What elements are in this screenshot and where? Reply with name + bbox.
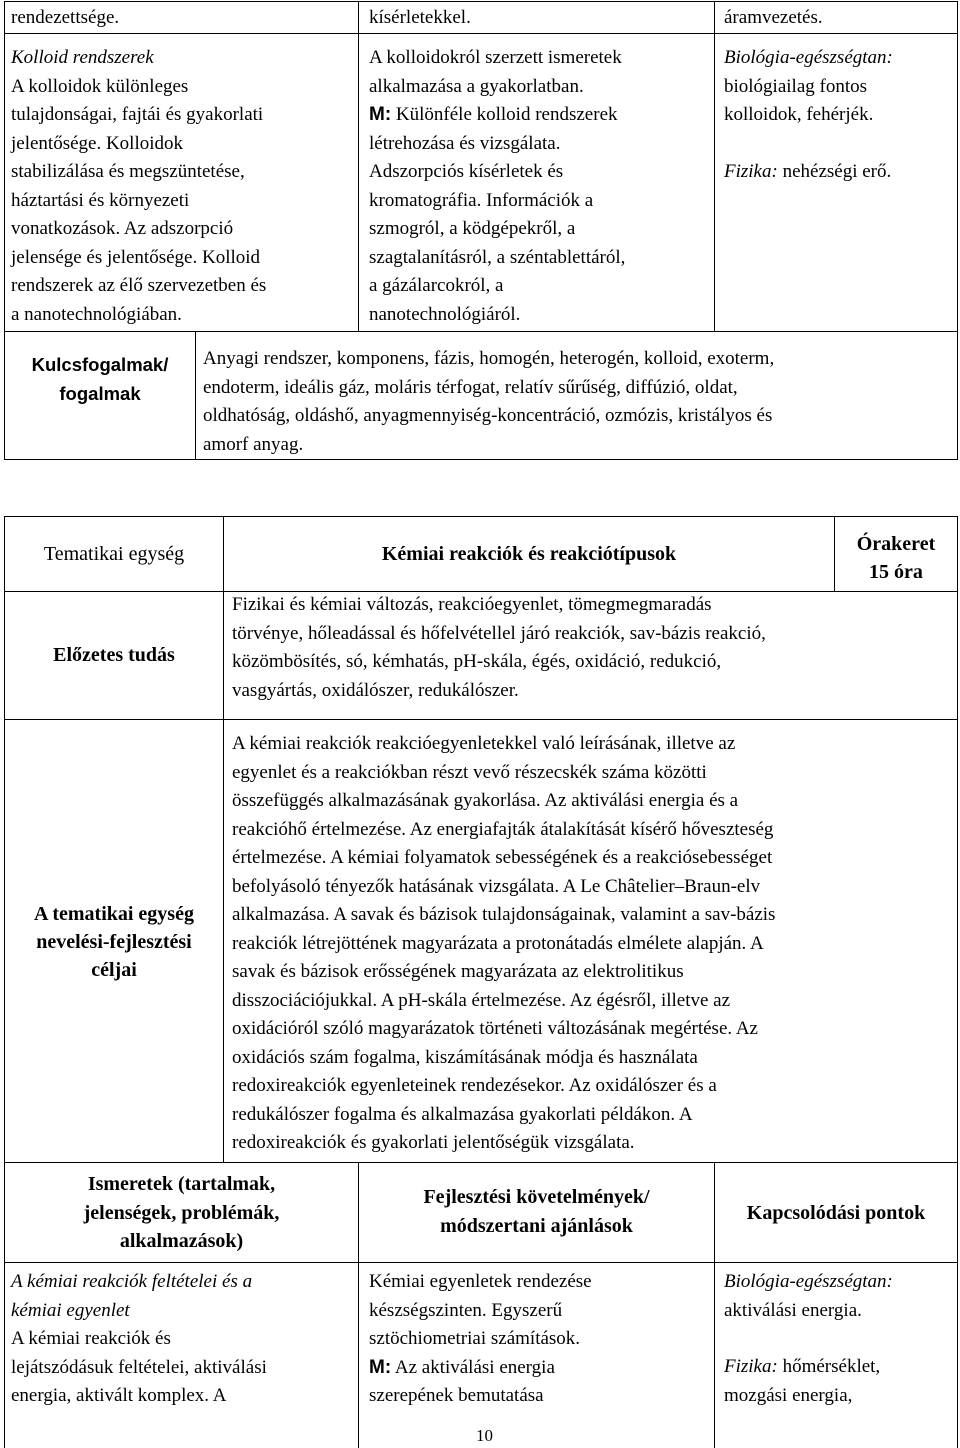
text-line: jelensége és jelentősége. Kolloid <box>11 246 261 268</box>
text-line: jelentősége. Kolloidok <box>11 132 184 154</box>
text-line: oldhatóság, oldáshő, anyagmennyiség-koncentráció, ozmózis, kristályos és <box>203 405 773 426</box>
text-line: a gázálarcokról, a <box>369 275 504 296</box>
text-line: oxidációs szám fogalma, kiszámításának módja és használata <box>232 1046 698 1068</box>
rule <box>358 1162 359 1448</box>
method-marker: M: <box>369 1356 392 1378</box>
column-header-knowledge <box>6 1170 357 1256</box>
text-span: nehézségi erő. <box>777 160 892 182</box>
column-header-requirements <box>360 1183 713 1240</box>
text-line: disszociációjukkal. A pH-skála értelmezése. Az égésről, illetve az <box>232 989 731 1011</box>
label-line: jelenségek, problémák, <box>83 1201 280 1224</box>
label-line: fogalmak <box>59 382 141 404</box>
label-line: Kulcsfogalmak/ <box>31 354 169 375</box>
subject-label: Biológia-egészségtan: <box>724 1271 893 1292</box>
rule <box>195 331 196 459</box>
text-line: szmogról, a ködgépekről, a <box>369 218 576 239</box>
text-line: alkalmazása a gyakorlatban. <box>369 75 584 97</box>
label-line: alkalmazások) <box>119 1230 244 1252</box>
rule <box>4 516 5 1448</box>
unit-label: Tematikai egység <box>43 542 185 565</box>
rule <box>4 1162 958 1163</box>
text-line: Fizikai és kémiai változás, reakcióegyenlet, tömegmegmaradás <box>232 594 712 615</box>
text-line: kromatográfia. Információk a <box>369 189 594 211</box>
text-line: oxidációról szóló magyarázatok történeti változásának megértése. Az <box>232 1018 758 1039</box>
rule <box>714 1162 715 1448</box>
text-line <box>369 1354 709 1383</box>
goals-label <box>6 900 222 984</box>
label-line: Ismeretek (tartalmak, <box>87 1173 276 1195</box>
text-line: sztöchiometriai számítások. <box>369 1328 581 1349</box>
rule <box>4 331 958 332</box>
text-line: savak és bázisok erősségének magyarázata az elektrolitikus <box>232 961 684 982</box>
page-number: 10 <box>476 1426 493 1445</box>
subject-label: Fizika: <box>724 1356 778 1377</box>
text-line: A kolloidok különleges <box>11 75 189 97</box>
label-line: A tematikai egység <box>34 903 194 925</box>
text-line: rendszerek az élő szervezetben és <box>11 275 267 296</box>
subject-label: Biológia-egészségtan: <box>724 47 893 68</box>
text-line: vonatkozások. Az adszorpció <box>11 218 234 239</box>
hours-label: Órakeret <box>856 533 936 555</box>
text-line: stabilizálása és megszüntetése, <box>11 161 245 182</box>
text-line: A kémiai reakciók reakcióegyenletekkel való leírásának, illetve az <box>232 733 736 754</box>
method-marker: M: <box>369 104 392 125</box>
rule <box>957 1 958 460</box>
text-line: kolloidok, fehérjék. <box>724 104 874 125</box>
text-line: nanotechnológiáról. <box>369 303 521 325</box>
rule <box>714 1 715 332</box>
connections-cell <box>724 44 956 186</box>
text-span: Különféle kolloid rendszerek <box>391 104 618 125</box>
text-line: endoterm, ideális gáz, moláris térfogat, relatív sűrűség, diffúzió, oldat, <box>203 376 738 398</box>
rule <box>4 1 958 2</box>
rule <box>4 1262 958 1263</box>
rule <box>957 516 958 1448</box>
cell-text: áramvezetés. <box>724 7 823 28</box>
topic-title: A kémiai reakciók feltételei és a <box>11 1271 253 1292</box>
text-line: energia, aktivált komplex. A <box>11 1385 227 1406</box>
cell-text: kísérletekkel. <box>369 7 471 28</box>
hours-cell <box>836 530 956 586</box>
text-line: A kolloidokról szerzett ismeretek <box>369 47 622 68</box>
text-line: redoxireakciók egyenleteinek rendezésekor. Az oxidálószer és a <box>232 1075 717 1096</box>
label-line: céljai <box>91 959 137 981</box>
text-line: lejátszódásuk feltételei, aktiválási <box>11 1356 267 1378</box>
text-line: értelmezése. A kémiai folyamatok sebességének és a reakciósebességet <box>232 847 773 868</box>
text-line: közömbösítés, só, kémhatás, pH-skála, égés, oxidáció, redukció, <box>232 651 722 672</box>
text-line <box>724 158 956 187</box>
topic-title: Kolloid rendszerek <box>11 47 154 68</box>
hours-value: 15 óra <box>869 561 923 583</box>
text-line: alkalmazása. A savak és bázisok tulajdonságainak, valamint a sav-bázis <box>232 904 776 925</box>
rule <box>4 33 958 34</box>
rule <box>834 516 835 592</box>
text-line: biológiailag fontos <box>724 75 868 97</box>
text-line: összefüggés alkalmazásának gyakorlása. Az aktiválási energia és a <box>232 790 739 811</box>
text-span: Az aktiválási energia <box>391 1356 555 1378</box>
text-line <box>724 1353 956 1382</box>
rule <box>4 719 958 720</box>
rule <box>223 516 224 1163</box>
topics-cell <box>11 44 356 329</box>
text-line: Kémiai egyenletek rendezése <box>369 1271 592 1292</box>
text-line: a nanotechnológiában. <box>11 303 182 325</box>
text-line: amorf anyag. <box>203 433 304 455</box>
text-line: redoxireakciók és gyakorlati jelentőségük vizsgálata. <box>232 1132 635 1153</box>
goals-text <box>232 730 954 1158</box>
topic-title: kémiai egyenlet <box>11 1299 130 1321</box>
text-line: egyenlet és a reakciókban részt vevő részecskék száma közötti <box>232 761 707 783</box>
label-line: módszertani ajánlások <box>440 1214 633 1237</box>
rule <box>4 516 958 517</box>
key-concepts-label <box>6 351 194 408</box>
text-line: létrehozása és vizsgálata. <box>369 132 561 154</box>
text-line: háztartási és környezeti <box>11 189 190 211</box>
text-span: hőmérséklet, <box>777 1356 881 1377</box>
text-line: szagtalanításról, a széntablettáról, <box>369 246 626 268</box>
text-line: redukálószer fogalma és alkalmazása gyakorlati példákon. A <box>232 1103 693 1125</box>
label-line: Fejlesztési követelmények/ <box>423 1186 650 1208</box>
knowledge-cell <box>11 1268 356 1411</box>
text-line: Adszorpciós kísérletek és <box>369 161 564 182</box>
text-line <box>369 101 709 130</box>
column-header-connections: Kapcsolódási pontok <box>746 1202 926 1224</box>
prior-knowledge-label: Előzetes tudás <box>53 644 175 666</box>
rule <box>4 1 5 460</box>
text-line: A kémiai reakciók és <box>11 1328 171 1349</box>
text-line: aktiválási energia. <box>724 1299 862 1321</box>
cell-text: rendezettsége. <box>11 7 120 28</box>
requirements-cell <box>369 1268 709 1411</box>
key-concepts-text <box>203 345 955 459</box>
text-line: reakciók létrejöttének magyarázata a protonátadás elmélete alapján. A <box>232 932 764 954</box>
connections-cell <box>724 1268 956 1410</box>
requirements-cell <box>369 44 709 329</box>
rule <box>358 1 359 332</box>
subject-label: Fizika: <box>724 160 778 182</box>
label-line: nevelési-fejlesztési <box>36 931 192 953</box>
text-line: befolyásoló tényezők hatásának vizsgálata. A Le Châtelier–Braun-elv <box>232 875 761 897</box>
text-line: reakcióhő értelmezése. Az energiafajták átalakítását kísérő hőveszteség <box>232 818 774 840</box>
text-line: szerepének bemutatása <box>369 1385 544 1406</box>
text-line: mozgási energia, <box>724 1384 853 1406</box>
prior-knowledge-text <box>232 591 954 705</box>
text-line: vasgyártás, oxidálószer, redukálószer. <box>232 679 519 701</box>
text-line: törvénye, hőleadással és hőfelvétellel járó reakciók, sav-bázis reakció, <box>232 622 766 644</box>
unit-title: Kémiai reakciók és reakciótípusok <box>381 542 677 565</box>
text-line: készségszinten. Egyszerű <box>369 1299 563 1321</box>
text-line: tulajdonságai, fajtái és gyakorlati <box>11 104 264 125</box>
rule <box>4 459 958 460</box>
text-line: Anyagi rendszer, komponens, fázis, homogén, heterogén, kolloid, exoterm, <box>203 348 775 369</box>
